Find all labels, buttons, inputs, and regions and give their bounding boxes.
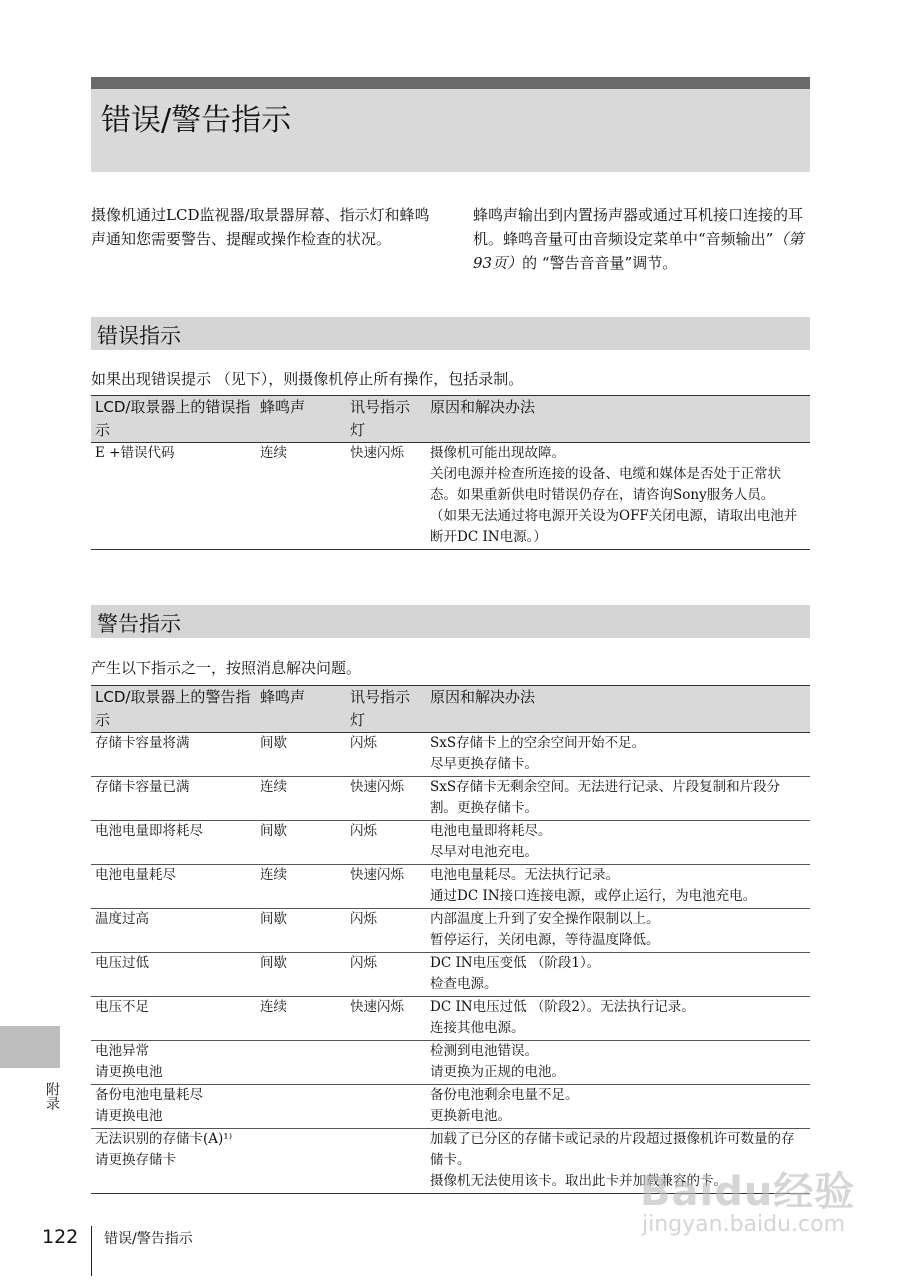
remedy-line: 检测到电池错误。: [430, 1043, 538, 1059]
beep-cell: [256, 1085, 346, 1129]
remedy-cell: [426, 909, 810, 953]
remedy-cell: [426, 733, 810, 777]
indication-cell: 电池电量耗尽: [91, 865, 256, 909]
column-header-lamp: 讯号指示灯: [346, 396, 426, 443]
lamp-cell: 快速闪烁: [346, 443, 426, 550]
table-row: [91, 443, 810, 550]
remedy-line: DC IN电压变低 （阶段1）。: [430, 955, 601, 971]
lamp-cell: [346, 1041, 426, 1085]
lamp-cell: 闪烁: [346, 821, 426, 865]
watermark-url: jingyan.baidu.com: [642, 1212, 846, 1237]
column-header-beep: 蜂鸣声: [256, 396, 346, 443]
indication-cell: E +错误代码: [91, 443, 256, 550]
remedy-line: 摄像机可能出现故障。: [430, 445, 565, 461]
remedy-line: 通过DC IN接口连接电源，或停止运行，为电池充电。: [430, 888, 757, 904]
beep-cell: [256, 1129, 346, 1194]
footer-divider: [91, 1226, 92, 1276]
remedy-line: 电池电量即将耗尽。: [430, 823, 552, 839]
appendix-side-tab: [0, 1026, 60, 1068]
error-section-title: 错误指示: [97, 324, 181, 348]
warning-section-header: [91, 605, 810, 638]
remedy-cell: [426, 997, 810, 1041]
remedy-line: 关闭电源并检查所连接的设备、电缆和媒体是否处于正常状态。如果重新供电时错误仍存在，请咨询Sony服务人员。: [430, 466, 781, 503]
remedy-line: SxS存储卡上的空余空间开始不足。: [430, 735, 646, 751]
remedy-line: 内部温度上升到了安全操作限制以上。: [430, 911, 660, 927]
beep-cell: 连续: [256, 443, 346, 550]
title-bar: [91, 89, 810, 172]
table-row: [91, 865, 810, 909]
indication-cell: 电压不足: [91, 997, 256, 1041]
indication-cell: 温度过高: [91, 909, 256, 953]
indication-line: 请更换电池: [95, 1064, 163, 1080]
indication-cell: [91, 1129, 256, 1194]
remedy-cell: [426, 865, 810, 909]
beep-cell: 间歇: [256, 953, 346, 997]
remedy-line: 暂停运行，关闭电源，等待温度降低。: [430, 932, 660, 948]
lamp-cell: [346, 1085, 426, 1129]
page-title: 错误/警告指示: [101, 103, 292, 138]
table-row: [91, 997, 810, 1041]
intro-right-text-a: 蜂鸣声输出到内置扬声器或通过耳机接口连接的耳机。蜂鸣音量可由音频设定菜单中“音频输出”: [473, 206, 804, 248]
error-section-lead: 如果出现错误提示 （见下），则摄像机停止所有操作，包括录制。: [91, 370, 524, 388]
intro-right-text-b: 的 “警告音音量”调节。: [522, 254, 678, 272]
remedy-line: DC IN电压过低 （阶段2）。无法执行记录。: [430, 999, 695, 1015]
lamp-cell: 闪烁: [346, 909, 426, 953]
table-row: [91, 953, 810, 997]
table-row: [91, 821, 810, 865]
indication-cell: 电池电量即将耗尽: [91, 821, 256, 865]
indication-cell: [91, 1085, 256, 1129]
beep-cell: 连续: [256, 997, 346, 1041]
beep-cell: [256, 1041, 346, 1085]
watermark-logo: Baidu经验: [640, 1169, 856, 1215]
column-header-lamp: 讯号指示灯: [346, 686, 426, 733]
lamp-cell: 闪烁: [346, 953, 426, 997]
error-table-header-row: [91, 396, 810, 443]
column-header-remedy: 原因和解决办法: [426, 396, 810, 443]
remedy-cell: [426, 777, 810, 821]
lamp-cell: 闪烁: [346, 733, 426, 777]
indication-line: 备份电池电量耗尽: [95, 1087, 203, 1103]
page-reference-link[interactable]: （第 93页）: [473, 230, 804, 272]
indication-cell: 存储卡容量已满: [91, 777, 256, 821]
remedy-cell: [426, 821, 810, 865]
footer-section-title: 错误/警告指示: [104, 1231, 193, 1247]
indication-cell: 存储卡容量将满: [91, 733, 256, 777]
column-header-remedy: 原因和解决办法: [426, 686, 810, 733]
warning-table: [91, 685, 810, 1194]
indication-line: 请更换存储卡: [95, 1152, 176, 1168]
lamp-cell: [346, 1129, 426, 1194]
remedy-line: 电池电量耗尽。无法执行记录。: [430, 867, 619, 883]
column-header-indication: LCD/取景器上的警告指示: [91, 686, 256, 733]
beep-cell: 连续: [256, 777, 346, 821]
beep-cell: 连续: [256, 865, 346, 909]
indication-cell: 电压过低: [91, 953, 256, 997]
warning-section-lead: 产生以下指示之一，按照消息解决问题。: [91, 659, 362, 677]
remedy-line: 摄像机无法使用该卡。取出此卡并加载兼容的卡。: [430, 1173, 727, 1189]
indication-line: 电池异常: [95, 1043, 149, 1059]
table-row: [91, 909, 810, 953]
intro-right-paragraph: [473, 203, 813, 275]
lamp-cell: 快速闪烁: [346, 777, 426, 821]
remedy-cell: [426, 1041, 810, 1085]
remedy-line: 更换新电池。: [430, 1108, 511, 1124]
remedy-line: 备份电池剩余电量不足。: [430, 1087, 579, 1103]
page-number: 122: [42, 1226, 79, 1248]
column-header-indication: LCD/取景器上的错误指示: [91, 396, 256, 443]
remedy-line: （如果无法通过将电源开关设为OFF关闭电源，请取出电池并断开DC IN电源。）: [430, 508, 798, 545]
remedy-cell: [426, 1085, 810, 1129]
remedy-line: 尽早对电池充电。: [430, 844, 538, 860]
intro-left-paragraph: 摄像机通过LCD监视器/取景器屏幕、指示灯和蜂鸣声通知您需要警告、提醒或操作检查的状况。: [91, 206, 430, 248]
beep-cell: 间歇: [256, 821, 346, 865]
remedy-line: 请更换为正规的电池。: [430, 1064, 565, 1080]
lamp-cell: 快速闪烁: [346, 865, 426, 909]
table-row: [91, 777, 810, 821]
table-row: [91, 733, 810, 777]
error-section-header: [91, 317, 810, 350]
indication-line: 请更换电池: [95, 1108, 163, 1124]
table-row: [91, 1085, 810, 1129]
title-accent-bar: [91, 77, 810, 89]
remedy-line: 加载了已分区的存储卡或记录的片段超过摄像机许可数量的存储卡。: [430, 1131, 795, 1168]
remedy-cell: [426, 953, 810, 997]
appendix-side-label: 附录: [44, 1082, 60, 1110]
error-table: [91, 395, 810, 550]
beep-cell: 间歇: [256, 733, 346, 777]
baidu-watermark: [640, 1160, 890, 1245]
remedy-cell: [426, 443, 810, 550]
remedy-line: 连接其他电源。: [430, 1020, 525, 1036]
warning-table-header-row: [91, 686, 810, 733]
indication-cell: [91, 1041, 256, 1085]
remedy-line: 检查电源。: [430, 976, 498, 992]
column-header-beep: 蜂鸣声: [256, 686, 346, 733]
remedy-line: 尽早更换存储卡。: [430, 756, 538, 772]
warning-section-title: 警告指示: [97, 612, 181, 636]
lamp-cell: 快速闪烁: [346, 997, 426, 1041]
indication-line: 无法识别的存储卡(A)¹⁾: [95, 1131, 233, 1147]
beep-cell: 间歇: [256, 909, 346, 953]
table-row: [91, 1041, 810, 1085]
remedy-line: SxS存储卡无剩余空间。无法进行记录、片段复制和片段分割。更换存储卡。: [430, 779, 781, 816]
